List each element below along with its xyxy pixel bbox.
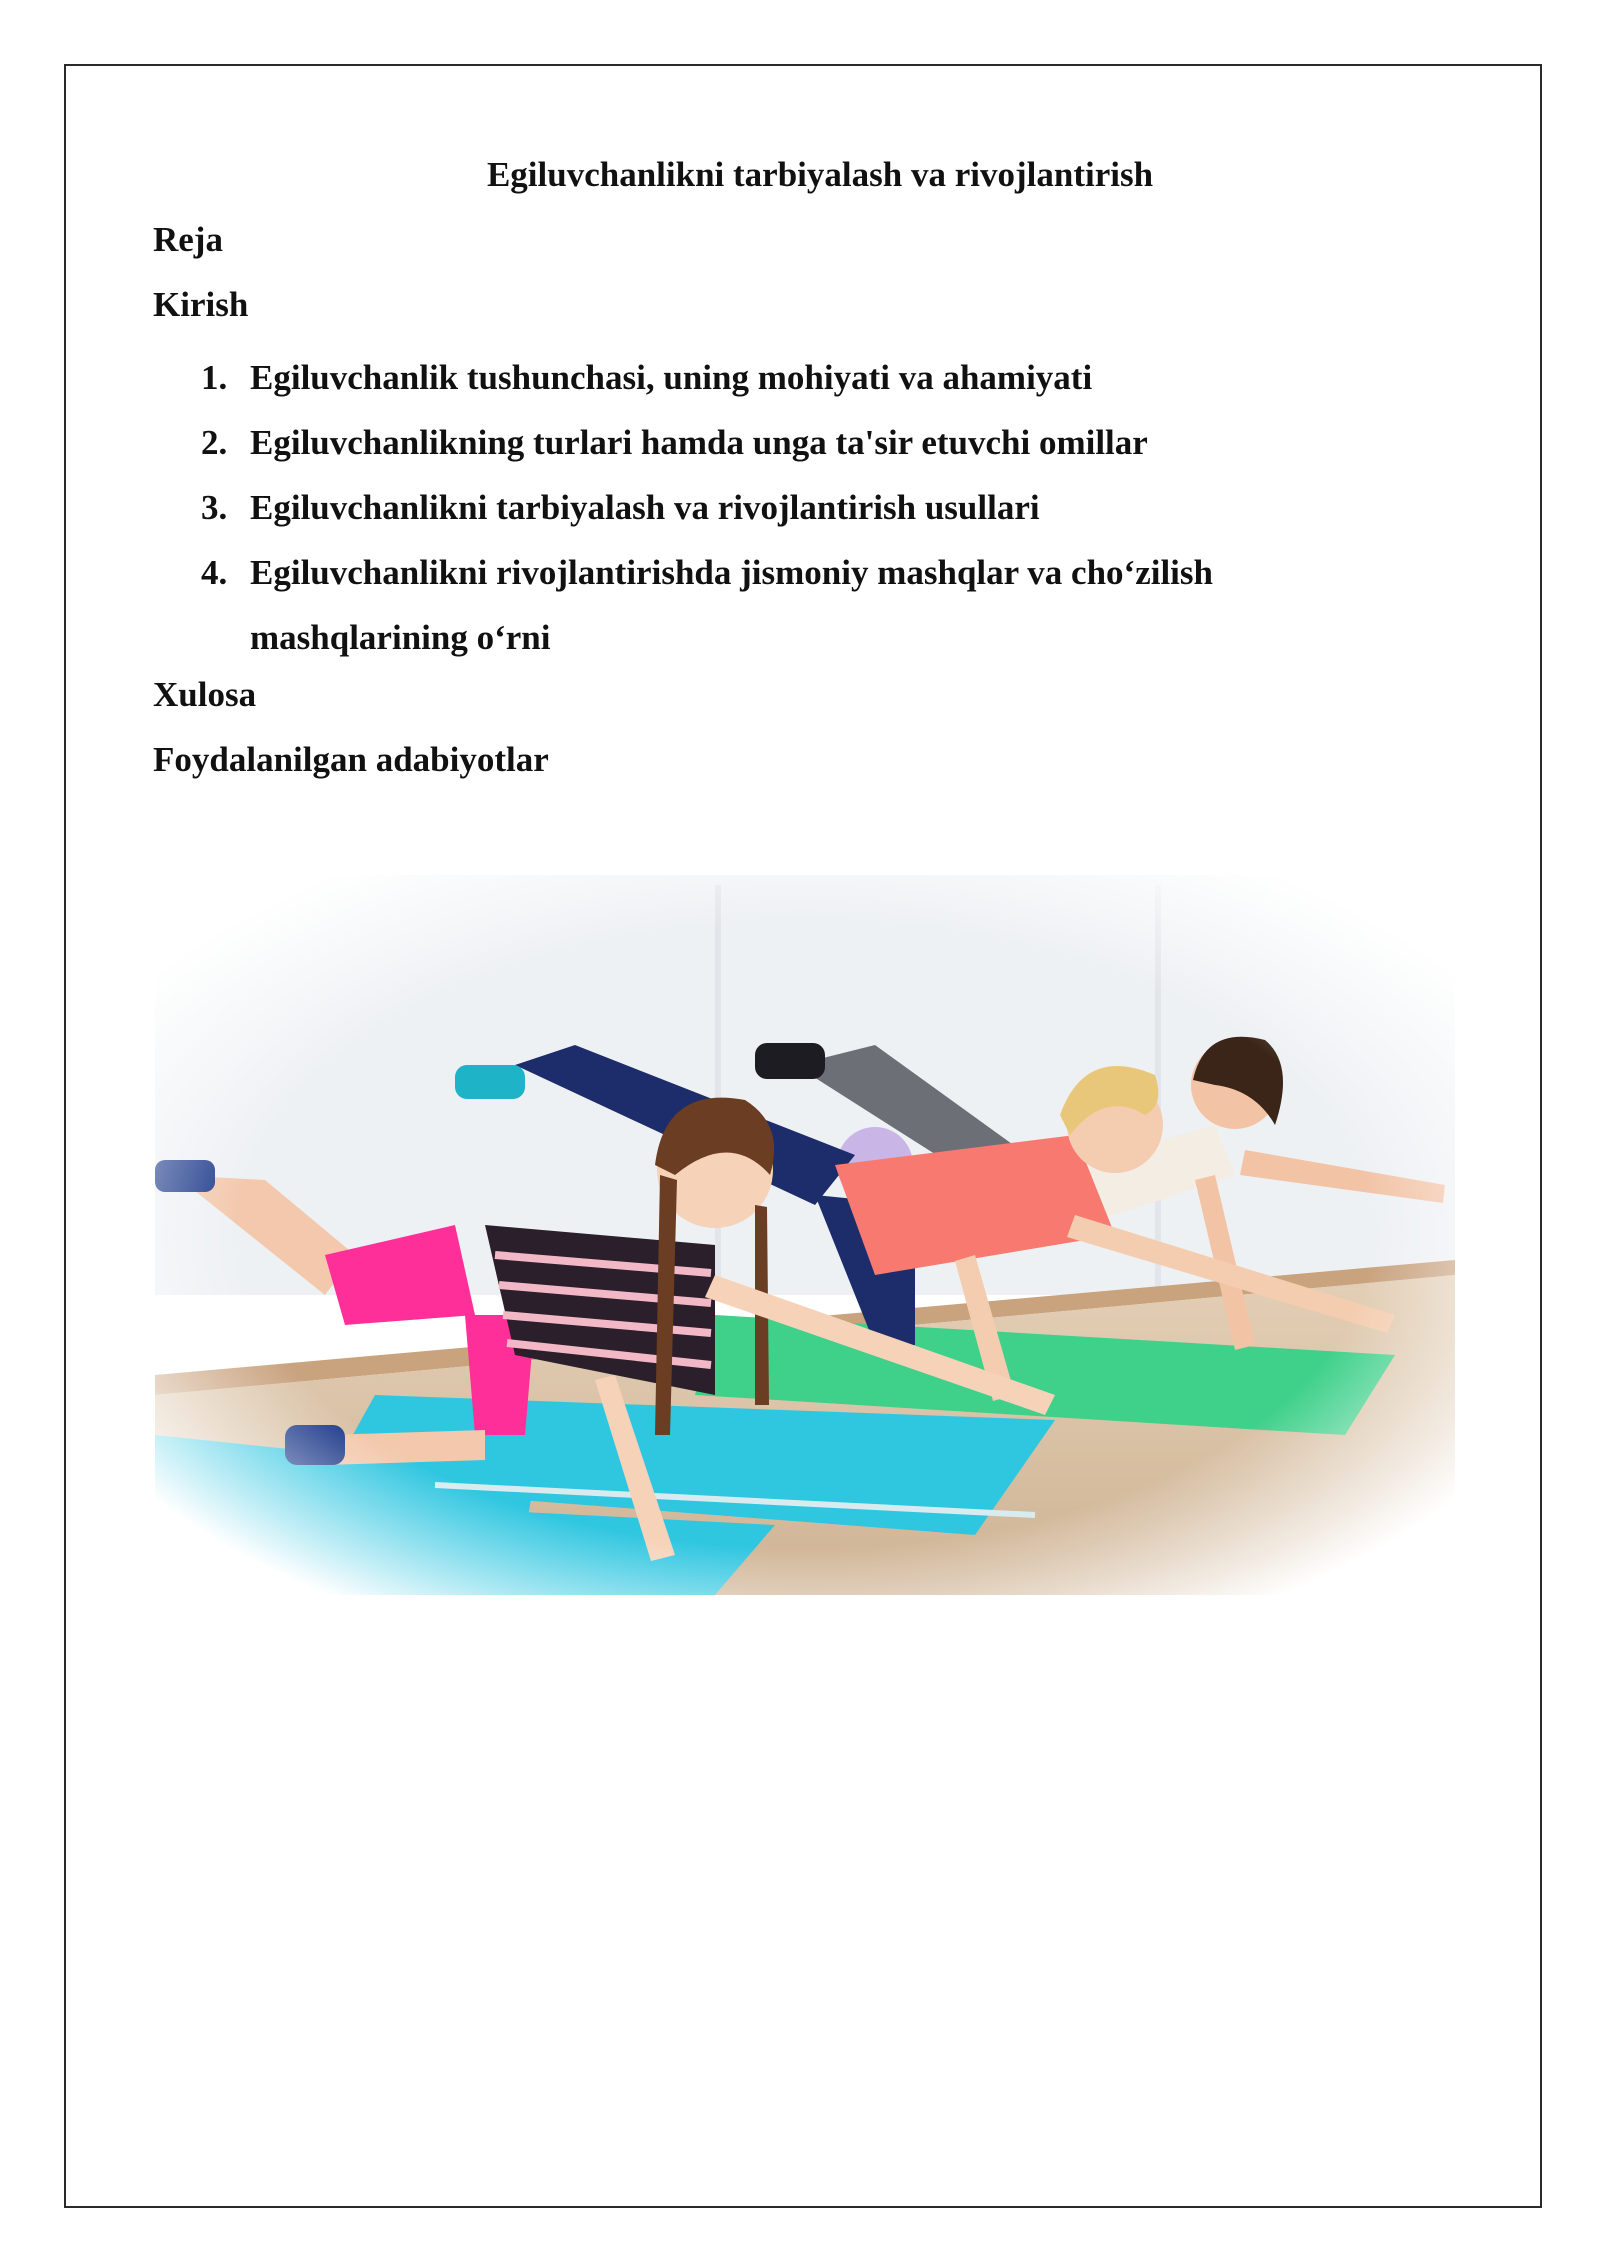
plan-item-number: 4. xyxy=(201,553,228,592)
plan-item-text: Egiluvchanlikni tarbiyalash va rivojlantirish usullari xyxy=(250,488,1040,527)
exercise-photo xyxy=(155,875,1455,1595)
plan-list xyxy=(153,345,1403,670)
exercise-photo-illustration xyxy=(155,875,1455,1595)
plan-item-text: Egiluvchanlik tushunchasi, uning mohiyati va ahamiyati xyxy=(250,358,1093,397)
intro-heading: Kirish xyxy=(153,285,249,324)
plan-heading: Reja xyxy=(153,220,223,259)
photo-vignette xyxy=(155,875,1455,1595)
plan-item xyxy=(153,540,1403,670)
plan-item-text: Egiluvchanlikning turlari hamda unga ta'sir etuvchi omillar xyxy=(250,423,1148,462)
plan-item-number: 3. xyxy=(201,488,228,527)
document-title: Egiluvchanlikni tarbiyalash va rivojlantirish xyxy=(486,155,1154,194)
plan-item-text: Egiluvchanlikni rivojlantirishda jismoniy mashqlar va cho‘zilish mashqlarining o‘rni xyxy=(250,553,1213,657)
plan-item-number: 1. xyxy=(201,358,228,397)
plan-item xyxy=(153,475,1403,540)
conclusion-heading: Xulosa xyxy=(153,675,257,714)
plan-item xyxy=(153,345,1403,410)
plan-item xyxy=(153,410,1403,475)
plan-item-number: 2. xyxy=(201,423,228,462)
references-heading: Foydalanilgan adabiyotlar xyxy=(153,740,549,779)
